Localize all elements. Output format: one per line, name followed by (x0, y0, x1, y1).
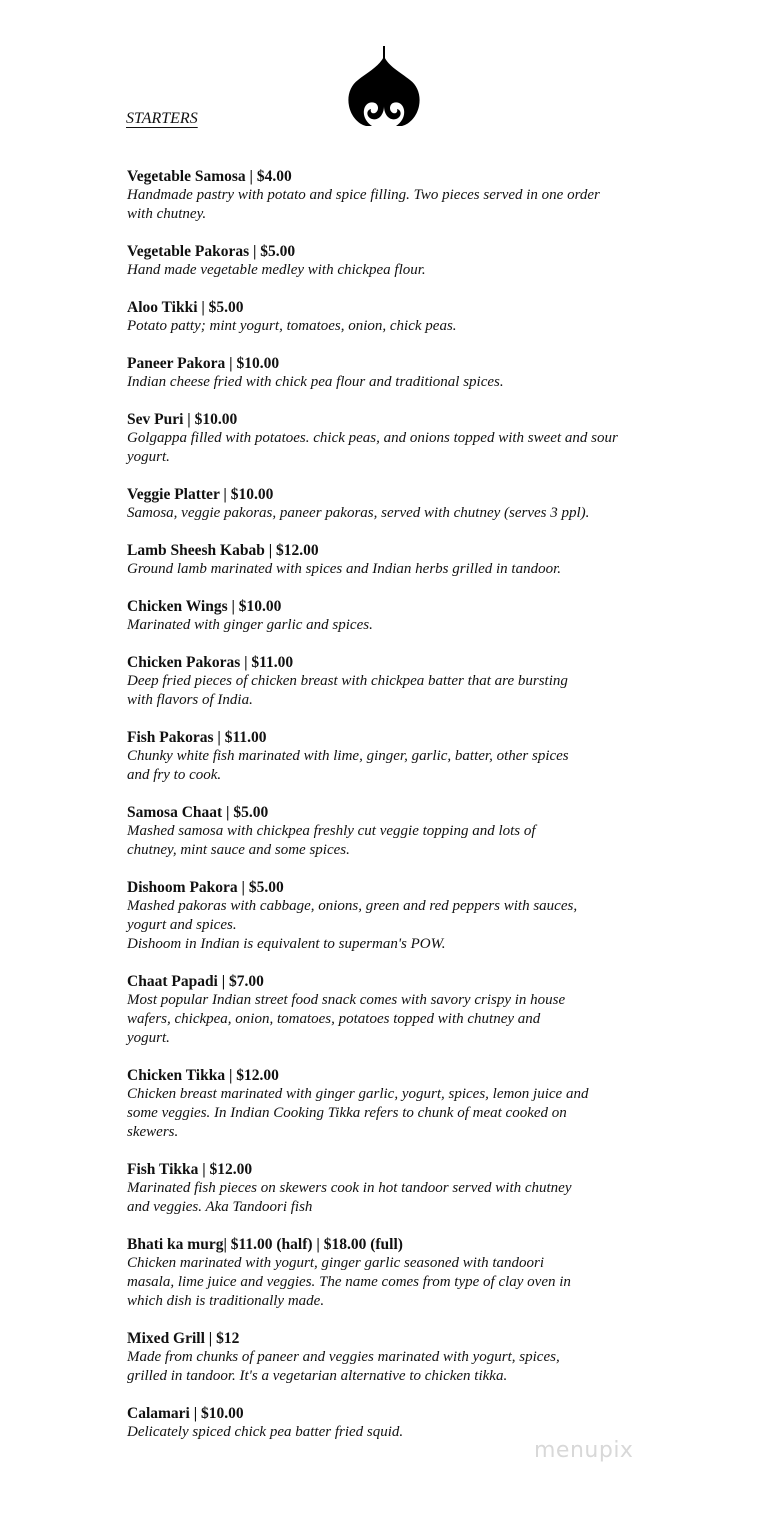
menu-item (127, 972, 687, 1048)
menu-item-description: wafers, chickpea, onion, tomatoes, potatoes topped with chutney and (127, 1011, 541, 1027)
menu-item-title: Chicken Wings | $10.00 (127, 598, 282, 615)
menupix-watermark: menupix (534, 1438, 634, 1463)
menu-item-description: skewers. (127, 1124, 179, 1140)
menu-item-title: Dishoom Pakora | $5.00 (127, 879, 284, 896)
onion-dome-logo-icon (346, 46, 422, 130)
menu-item-description: yogurt. (127, 449, 170, 465)
menu-item (127, 653, 687, 710)
menu-item-description: masala, lime juice and veggies. The name comes from type of clay oven in (127, 1274, 571, 1290)
menu-item-description: grilled in tandoor. It's a vegetarian alternative to chicken tikka. (127, 1368, 508, 1384)
menu-item-description: Marinated fish pieces on skewers cook in hot tandoor served with chutney (127, 1180, 572, 1196)
menu-item-description: chutney, mint sauce and some spices. (127, 842, 350, 858)
menu-item-description: Mashed pakoras with cabbage, onions, green and red peppers with sauces, (127, 898, 578, 914)
menu-item-description: yogurt and spices. (127, 917, 237, 933)
menu-item-title: Aloo Tikki | $5.00 (127, 299, 244, 316)
menu-item (127, 1160, 687, 1217)
menu-item-description: Samosa, veggie pakoras, paneer pakoras, served with chutney (serves 3 ppl). (127, 505, 590, 521)
menu-item-description: which dish is traditionally made. (127, 1293, 325, 1309)
menu-item-description: Deep fried pieces of chicken breast with chickpea batter that are bursting (127, 673, 568, 689)
menu-item (127, 410, 687, 467)
menu-item-title: Fish Pakoras | $11.00 (127, 729, 267, 746)
menu-item-title: Fish Tikka | $12.00 (127, 1161, 253, 1178)
menu-item (127, 597, 687, 635)
menu-item-description: yogurt. (127, 1030, 170, 1046)
menu-item-title: Veggie Platter | $10.00 (127, 486, 274, 503)
menu-item-description: Indian cheese fried with chick pea flour and traditional spices. (127, 374, 504, 390)
menu-item-title: Lamb Sheesh Kabab | $12.00 (127, 542, 319, 559)
menu-item-description: Marinated with ginger garlic and spices. (127, 617, 373, 633)
menu-item-description: with chutney. (127, 206, 207, 222)
menu-item-title: Vegetable Pakoras | $5.00 (127, 243, 296, 260)
menu-item-title: Samosa Chaat | $5.00 (127, 804, 269, 821)
menu-item (127, 541, 687, 579)
menu-item (127, 803, 687, 860)
menu-item (127, 728, 687, 785)
menu-item (127, 1329, 687, 1386)
menu-item-title: Mixed Grill | $12 (127, 1330, 240, 1347)
menu-item (127, 167, 687, 224)
menu-item-description: Dishoom in Indian is equivalent to superman's POW. (127, 936, 446, 952)
menu-item (127, 242, 687, 280)
menu-item-description: Made from chunks of paneer and veggies marinated with yogurt, spices, (127, 1349, 560, 1365)
menu-item-title: Calamari | $10.00 (127, 1405, 244, 1422)
menu-item-title: Paneer Pakora | $10.00 (127, 355, 280, 372)
menu-item (127, 298, 687, 336)
menu-item-description: and veggies. Aka Tandoori fish (127, 1199, 313, 1215)
menu-item (127, 485, 687, 523)
menu-item (127, 1235, 687, 1311)
menu-item-title: Sev Puri | $10.00 (127, 411, 238, 428)
menu-item-description: Golgappa filled with potatoes. chick peas, and onions topped with sweet and sour (127, 430, 618, 446)
menu-item (127, 1066, 687, 1142)
menu-item (127, 1404, 687, 1442)
menu-item-description: Chicken breast marinated with ginger garlic, yogurt, spices, lemon juice and (127, 1086, 589, 1102)
menu-item-description: some veggies. In Indian Cooking Tikka refers to chunk of meat cooked on (127, 1105, 567, 1121)
menu-item-description: Most popular Indian street food snack comes with savory crispy in house (127, 992, 566, 1008)
menu-item-description: with flavors of India. (127, 692, 253, 708)
starters-menu (127, 167, 687, 1442)
menu-item-description: Hand made vegetable medley with chickpea flour. (127, 262, 426, 278)
menu-item-description: Potato patty; mint yogurt, tomatoes, onion, chick peas. (127, 318, 457, 334)
menu-item-description: Chicken marinated with yogurt, ginger garlic seasoned with tandoori (127, 1255, 545, 1271)
menu-item-description: Chunky white fish marinated with lime, ginger, garlic, batter, other spices (127, 748, 569, 764)
menu-item-title: Chicken Pakoras | $11.00 (127, 654, 294, 671)
menu-item-description: and fry to cook. (127, 767, 222, 783)
menu-item (127, 354, 687, 392)
menu-item-description: Handmade pastry with potato and spice filling. Two pieces served in one order (127, 187, 600, 203)
menu-item-title: Vegetable Samosa | $4.00 (127, 168, 292, 185)
section-title: STARTERS (126, 110, 198, 127)
menu-item-title: Chaat Papadi | $7.00 (127, 973, 264, 990)
menu-item-description: Ground lamb marinated with spices and Indian herbs grilled in tandoor. (127, 561, 562, 577)
menu-item-description: Delicately spiced chick pea batter fried squid. (127, 1424, 404, 1440)
menu-item (127, 878, 687, 954)
menu-item-title: Chicken Tikka | $12.00 (127, 1067, 279, 1084)
menu-item-description: Mashed samosa with chickpea freshly cut veggie topping and lots of (127, 823, 536, 839)
menu-item-title: Bhati ka murg| $11.00 (half) | $18.00 (full) (127, 1236, 403, 1253)
